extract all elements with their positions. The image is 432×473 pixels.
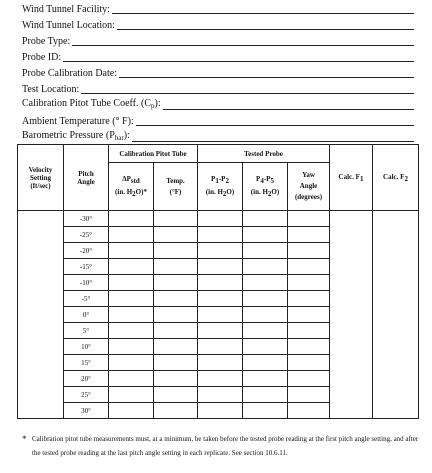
entry-cell[interactable] bbox=[198, 211, 243, 227]
pitch-angle-cell: -15° bbox=[64, 259, 109, 275]
fill-line[interactable] bbox=[63, 60, 414, 62]
entry-cell[interactable] bbox=[243, 339, 288, 355]
calc-f1-header: Calc. F1 bbox=[330, 145, 373, 211]
entry-cell[interactable] bbox=[109, 291, 154, 307]
field-probe-id bbox=[22, 48, 414, 64]
temp-header: Temp. (°F) bbox=[154, 163, 198, 211]
entry-cell[interactable] bbox=[154, 259, 198, 275]
p4-p5-header: P4-P5 (in. H2O) bbox=[243, 163, 288, 211]
pitch-angle-cell: -30° bbox=[64, 211, 109, 227]
pitch-angle-cell: 10° bbox=[64, 339, 109, 355]
entry-cell[interactable] bbox=[288, 227, 330, 243]
entry-cell[interactable] bbox=[109, 227, 154, 243]
entry-cell[interactable] bbox=[288, 387, 330, 403]
entry-cell[interactable] bbox=[243, 227, 288, 243]
field-label: Barometric Pressure $(P_{bar})$: bbox=[22, 130, 130, 142]
field-label: Probe ID: bbox=[22, 52, 62, 63]
entry-cell[interactable] bbox=[243, 371, 288, 387]
entry-cell[interactable] bbox=[154, 323, 198, 339]
pitch-angle-cell: -5° bbox=[64, 291, 109, 307]
entry-cell[interactable] bbox=[154, 307, 198, 323]
entry-cell[interactable] bbox=[154, 403, 198, 419]
pitch-angle-cell: -20° bbox=[64, 243, 109, 259]
calc-f2-header: Calc. F2 bbox=[373, 145, 419, 211]
entry-cell[interactable] bbox=[243, 387, 288, 403]
tested-probe-header: Tested Probe bbox=[198, 145, 330, 163]
pitch-angle-cell: -25° bbox=[64, 227, 109, 243]
entry-cell[interactable] bbox=[109, 371, 154, 387]
fill-line[interactable] bbox=[117, 28, 414, 30]
entry-cell[interactable] bbox=[288, 355, 330, 371]
pitch-angle-cell: 20° bbox=[64, 371, 109, 387]
field-label: Wind Tunnel Facility: bbox=[22, 4, 110, 15]
field-label: Wind Tunnel Location: bbox=[22, 20, 115, 31]
entry-cell[interactable] bbox=[198, 339, 243, 355]
field-wind-tunnel-location bbox=[22, 16, 414, 32]
entry-cell[interactable] bbox=[154, 371, 198, 387]
entry-cell[interactable] bbox=[154, 355, 198, 371]
entry-cell[interactable] bbox=[288, 243, 330, 259]
pitch-angle-header: Pitch Angle bbox=[64, 145, 109, 211]
field-barometric-pressure bbox=[22, 128, 414, 144]
entry-cell[interactable] bbox=[109, 275, 154, 291]
entry-cell[interactable] bbox=[288, 211, 330, 227]
field-pitot-coeff bbox=[22, 96, 414, 112]
entry-cell[interactable] bbox=[198, 243, 243, 259]
pitch-angle-cell: 0° bbox=[64, 307, 109, 323]
calibration-table bbox=[17, 144, 419, 419]
entry-cell[interactable] bbox=[198, 403, 243, 419]
yaw-angle-header: Yaw Angle (degrees) bbox=[288, 163, 330, 211]
calibration-pitot-tube-header: Calibration Pitot Tube bbox=[109, 145, 198, 163]
p1-p2-header: P1-P2 (in. H2O) bbox=[198, 163, 243, 211]
pitch-angle-cell: -10° bbox=[64, 275, 109, 291]
footnote bbox=[22, 432, 420, 460]
delta-p-std-header: ΔPstd (in. H2O)* bbox=[109, 163, 154, 211]
entry-cell[interactable] bbox=[198, 307, 243, 323]
entry-cell[interactable] bbox=[154, 339, 198, 355]
entry-cell[interactable] bbox=[198, 371, 243, 387]
field-label: Test Location: bbox=[22, 84, 80, 95]
entry-cell[interactable] bbox=[109, 243, 154, 259]
footnote-bullet: * bbox=[22, 434, 27, 444]
pitch-angle-cell: 15° bbox=[64, 355, 109, 371]
entry-cell[interactable] bbox=[288, 339, 330, 355]
entry-cell[interactable] bbox=[288, 403, 330, 419]
entry-cell[interactable] bbox=[154, 275, 198, 291]
velocity-setting-cell[interactable] bbox=[18, 211, 64, 419]
fill-line[interactable] bbox=[112, 12, 414, 14]
entry-cell[interactable] bbox=[243, 355, 288, 371]
entry-cell[interactable] bbox=[198, 275, 243, 291]
header-fields bbox=[22, 0, 414, 144]
field-label: Probe Type: bbox=[22, 36, 71, 47]
entry-cell[interactable] bbox=[288, 275, 330, 291]
entry-cell[interactable] bbox=[243, 291, 288, 307]
field-label: Ambient Temperature (° F): bbox=[22, 116, 134, 127]
field-label: Calibration Pitot Tube Coeff. $(C_p)$: bbox=[22, 98, 161, 110]
entry-cell[interactable] bbox=[109, 259, 154, 275]
entry-cell[interactable] bbox=[109, 339, 154, 355]
entry-cell[interactable] bbox=[288, 259, 330, 275]
velocity-setting-header: Velocity Setting (ft/sec) bbox=[18, 145, 64, 211]
entry-cell[interactable] bbox=[154, 243, 198, 259]
calc-f1-cell[interactable] bbox=[330, 211, 373, 419]
fill-line[interactable] bbox=[136, 124, 414, 126]
field-probe-calibration-date bbox=[22, 64, 414, 80]
field-probe-type bbox=[22, 32, 414, 48]
entry-cell[interactable] bbox=[198, 259, 243, 275]
entry-cell[interactable] bbox=[154, 291, 198, 307]
pitch-angle-cell: 30° bbox=[64, 403, 109, 419]
entry-cell[interactable] bbox=[243, 275, 288, 291]
table-row bbox=[18, 211, 419, 227]
entry-cell[interactable] bbox=[109, 355, 154, 371]
entry-cell[interactable] bbox=[243, 211, 288, 227]
entry-cell[interactable] bbox=[243, 403, 288, 419]
entry-cell[interactable] bbox=[109, 387, 154, 403]
fill-line[interactable] bbox=[119, 76, 414, 78]
entry-cell[interactable] bbox=[198, 291, 243, 307]
pitch-angle-cell: 25° bbox=[64, 387, 109, 403]
fill-line[interactable] bbox=[132, 140, 414, 142]
entry-cell[interactable] bbox=[198, 355, 243, 371]
entry-cell[interactable] bbox=[198, 323, 243, 339]
pitch-angle-cell: 5° bbox=[64, 323, 109, 339]
entry-cell[interactable] bbox=[109, 211, 154, 227]
footnote-text: Calibration pitot tube measurements must, at a minimum, be taken before the tested probe reading at the first pitch angle setting, and after the tested probe reading at the last pitch angle setting in each replicate. See section 10.6.11. bbox=[32, 435, 419, 457]
entry-cell[interactable] bbox=[154, 227, 198, 243]
fill-line[interactable] bbox=[81, 92, 414, 94]
entry-cell[interactable] bbox=[243, 259, 288, 275]
entry-cell[interactable] bbox=[198, 387, 243, 403]
entry-cell[interactable] bbox=[288, 291, 330, 307]
field-label: Probe Calibration Date: bbox=[22, 68, 117, 79]
entry-cell[interactable] bbox=[243, 307, 288, 323]
calc-f2-cell[interactable] bbox=[373, 211, 419, 419]
entry-cell[interactable] bbox=[109, 323, 154, 339]
fill-line[interactable] bbox=[72, 44, 414, 46]
entry-cell[interactable] bbox=[109, 307, 154, 323]
field-test-location bbox=[22, 80, 414, 96]
entry-cell[interactable] bbox=[288, 307, 330, 323]
entry-cell[interactable] bbox=[288, 371, 330, 387]
table-body bbox=[18, 211, 419, 419]
fill-line[interactable] bbox=[163, 108, 414, 110]
field-wind-tunnel-facility bbox=[22, 0, 414, 16]
entry-cell[interactable] bbox=[243, 243, 288, 259]
entry-cell[interactable] bbox=[109, 403, 154, 419]
entry-cell[interactable] bbox=[288, 323, 330, 339]
entry-cell[interactable] bbox=[198, 227, 243, 243]
entry-cell[interactable] bbox=[154, 387, 198, 403]
entry-cell[interactable] bbox=[154, 211, 198, 227]
entry-cell[interactable] bbox=[243, 323, 288, 339]
field-ambient-temperature bbox=[22, 112, 414, 128]
